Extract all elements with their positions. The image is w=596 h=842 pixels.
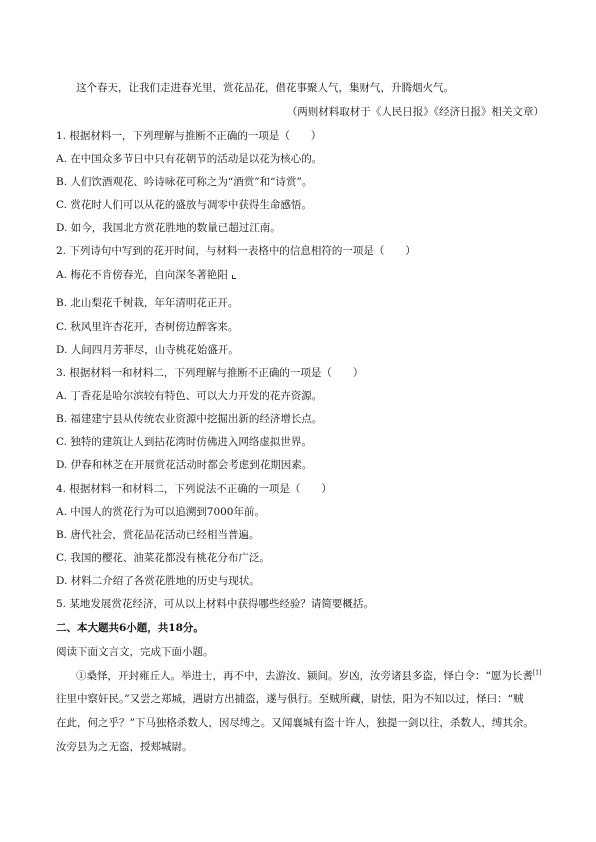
section-2-heading: 二、本大题共6小题，共18分。 [56, 622, 204, 634]
question-1-option-a: A. 在中国众多节日中只有花朝节的活动是以花为核心的。 [56, 153, 323, 165]
question-3-option-b: B. 福建建宁县从传统农业资源中挖掘出新的经济增长点。 [56, 413, 323, 425]
passage-line-3: 在此，何之乎？”下马独格杀数人，因尽缚之。又闻襄城有盗十许人，独提一剑以往，杀数人，缚其余。 [56, 717, 534, 729]
cursor-mark-icon [232, 275, 236, 279]
source-note: （两则材料取材于《人民日报》《经济日报》相关文章） [286, 106, 544, 118]
question-2-option-c: C. 秋风里许杏花开，杏树傍边醉客来。 [56, 321, 239, 333]
question-1-option-c: C. 赏花时人们可以从花的盛放与凋零中获得生命感悟。 [56, 199, 312, 211]
question-4-option-c: C. 我国的樱花、油菜花都没有桃花分布广泛。 [56, 552, 270, 564]
intro-paragraph: 这个春天，让我们走进春光里，赏花品花，借花事聚人气，集财气，升腾烟火气。 [76, 82, 454, 94]
question-4-stem: 4. 根据材料一和材料二，下列说法不正确的一项是（ ） [56, 483, 332, 495]
question-4-option-b: B. 唐代社会，赏花品花活动已经相当普遍。 [56, 529, 260, 541]
question-3-option-a: A. 丁香花是哈尔滨较有特色、可以大力开发的花卉资源。 [56, 390, 323, 402]
passage-line-1 [76, 669, 541, 683]
question-2-stem: 2. 下列诗句中写到的花开时间，与材料一表格中的信息相符的一项是（ ） [56, 245, 416, 257]
section-2-instruction: 阅读下面文言文，完成下面小题。 [56, 646, 214, 658]
passage-line-4: 汝旁县为之无盗，授郏城尉。 [56, 741, 193, 753]
question-3-option-d: D. 伊春和林芝在开展赏花活动时都会考虑到花期因素。 [56, 459, 313, 471]
question-5-stem: 5. 某地发展赏花经济，可从以上材料中获得哪些经验？请简要概括。 [56, 598, 374, 610]
question-4-option-a: A. 中国人的赏花行为可以追溯到7000年前。 [56, 506, 265, 518]
question-1-option-d: D. 如今，我国北方赏花胜地的数量已超过江南。 [56, 222, 281, 234]
question-1-option-b: B. 人们饮酒观花、吟诗咏花可称之为“酒赏”和“诗赏”。 [56, 176, 313, 188]
question-3-option-c: C. 独特的建筑让人到拈花湾时仿佛进入网络虚拟世界。 [56, 436, 312, 448]
question-2-option-a: A. 梅花不肯傍春光，自向深冬著艳阳 [56, 269, 228, 281]
question-1-stem: 1. 根据材料一，下列理解与推断不正确的一项是（ ） [56, 130, 322, 142]
question-3-stem: 3. 根据材料一和材料二，下列理解与推断不正确的一项是（ ） [56, 367, 364, 379]
passage-line-1-text: ①桑怿，开封雍丘人。举进士，再不中，去游汝、颍间。岁凶，汝旁诸县多盗，怿白令：“愿为长耆 [76, 670, 533, 682]
question-2-option-b: B. 北山梨花千树栽，年年清明花正开。 [56, 297, 239, 309]
passage-line-2: 往里中察奸民。”又尝之郑城，遇尉方出捕盗，遂与俱行。至贼所藏，尉怯，阳为不知以过，怿曰：“贼 [56, 693, 524, 705]
question-2-option-d: D. 人间四月芳菲尽，山寺桃花始盛开。 [56, 344, 239, 356]
footnote-mark: [1] [532, 669, 542, 677]
question-4-option-d: D. 材料二介绍了各赏花胜地的历史与现状。 [56, 575, 260, 587]
